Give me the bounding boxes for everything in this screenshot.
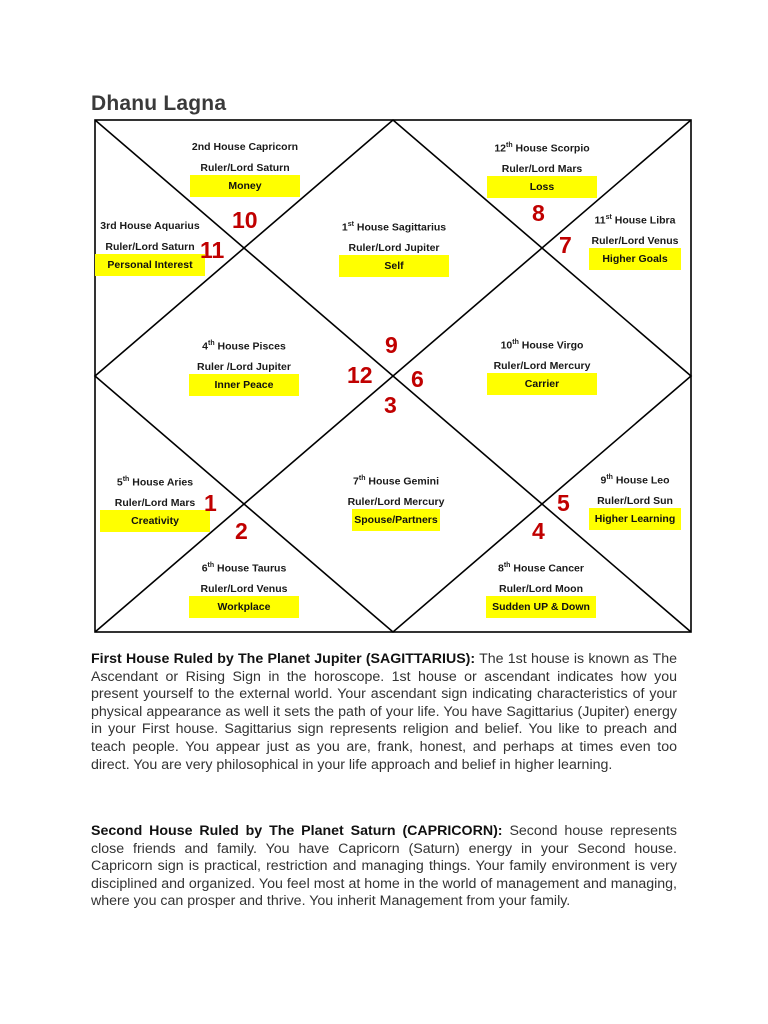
house-ruler: Ruler/Lord Mercury <box>347 496 445 508</box>
house-ruler: Ruler/Lord Moon <box>499 583 583 595</box>
house-ruler: Ruler/Lord Mars <box>501 163 583 175</box>
sign-number-house-1: 9 <box>385 332 398 358</box>
house-ruler: Ruler/Lord Venus <box>591 235 679 247</box>
sign-number-house-4: 12 <box>347 362 373 388</box>
house-theme-highlight: Carrier <box>487 373 597 395</box>
house-title: 1st House Sagittarius <box>341 221 447 234</box>
sign-number-house-6: 2 <box>235 518 248 544</box>
house-theme-highlight: Creativity <box>100 510 210 532</box>
sign-number-house-12: 8 <box>532 200 545 226</box>
house-theme-highlight: Inner Peace <box>189 374 299 396</box>
house-theme-highlight: Workplace <box>189 596 299 618</box>
house-title: 7th House Gemini <box>353 475 439 488</box>
house-theme-highlight: Higher Goals <box>589 248 681 270</box>
house-theme-highlight: Higher Learning <box>589 508 681 530</box>
house-ruler: Ruler /Lord Jupiter <box>197 361 291 373</box>
paragraph-second-house <box>91 823 677 911</box>
house-ruler: Ruler/Lord Mercury <box>493 360 591 372</box>
house-theme-highlight: Personal Interest <box>95 254 205 276</box>
house-title: 11st House Libra <box>594 214 676 227</box>
house-title: 3rd House Aquarius <box>100 220 200 232</box>
sign-number-house-8: 4 <box>532 518 545 544</box>
house-title: 4th House Pisces <box>202 340 286 353</box>
house-title: 10th House Virgo <box>500 339 584 352</box>
house-title: 8th House Cancer <box>498 562 584 575</box>
sign-number-house-10: 6 <box>411 366 424 392</box>
house-ruler: Ruler/Lord Jupiter <box>348 242 440 254</box>
sign-number-house-9: 5 <box>557 490 570 516</box>
house-theme-highlight: Loss <box>487 176 597 198</box>
sign-number-house-3: 11 <box>200 237 225 263</box>
house-theme-highlight: Sudden UP & Down <box>486 596 596 618</box>
house-title: 12th House Scorpio <box>494 142 590 155</box>
page-title: Dhanu Lagna <box>91 92 227 115</box>
house-ruler: Ruler/Lord Saturn <box>105 241 195 253</box>
house-ruler: Ruler/Lord Venus <box>200 583 288 595</box>
house-ruler: Ruler/Lord Mars <box>114 497 196 509</box>
sign-number-house-11: 7 <box>559 232 572 258</box>
house-ruler: Ruler/Lord Sun <box>597 495 673 507</box>
house-ruler: Ruler/Lord Saturn <box>200 162 290 174</box>
sign-number-house-7: 3 <box>384 392 397 418</box>
paragraph-lead: First House Ruled by The Planet Jupiter (SAGITTARIUS): <box>91 651 476 667</box>
house-title: 6th House Taurus <box>201 562 287 575</box>
house-title: 2nd House Capricorn <box>191 141 299 153</box>
house-theme-highlight: Spouse/Partners <box>352 509 440 531</box>
house-title: 5th House Aries <box>116 476 194 489</box>
paragraph-lead: Second House Ruled by The Planet Saturn (CAPRICORN): <box>91 823 503 839</box>
paragraph-first-house <box>91 651 677 774</box>
sign-number-house-2: 10 <box>232 207 258 233</box>
house-theme-highlight: Self <box>339 255 449 277</box>
paragraph-body: Second house represents close friends and family. You have Capricorn (Saturn) energy in your Second house. Capricorn sign is practical, restriction and managing things. Your family environment is very disciplined and organized. You feel most at home in the world of management and managing, where you can prosper and thrive. You inherit Management from your family. <box>91 823 677 910</box>
paragraph-body: The 1st house is known as The Ascendant or Rising Sign in the horoscope. 1st house or ascendant indicates how you present yourself to the external world. Your ascendant sign indicating characteristics of your physical appearance as well it sets the path of your life. You have Sagittarius (Jupiter) energy in your First house. Sagittarius sign represents religion and belief. You like to preach and teach people. You appear just as you are, frank, honest, and perhaps at times even too direct. You are very philosophical in your life approach and belief in higher learning. <box>91 651 677 773</box>
sign-number-house-5: 1 <box>204 490 217 516</box>
house-theme-highlight: Money <box>190 175 300 197</box>
house-title: 9th House Leo <box>600 474 670 487</box>
